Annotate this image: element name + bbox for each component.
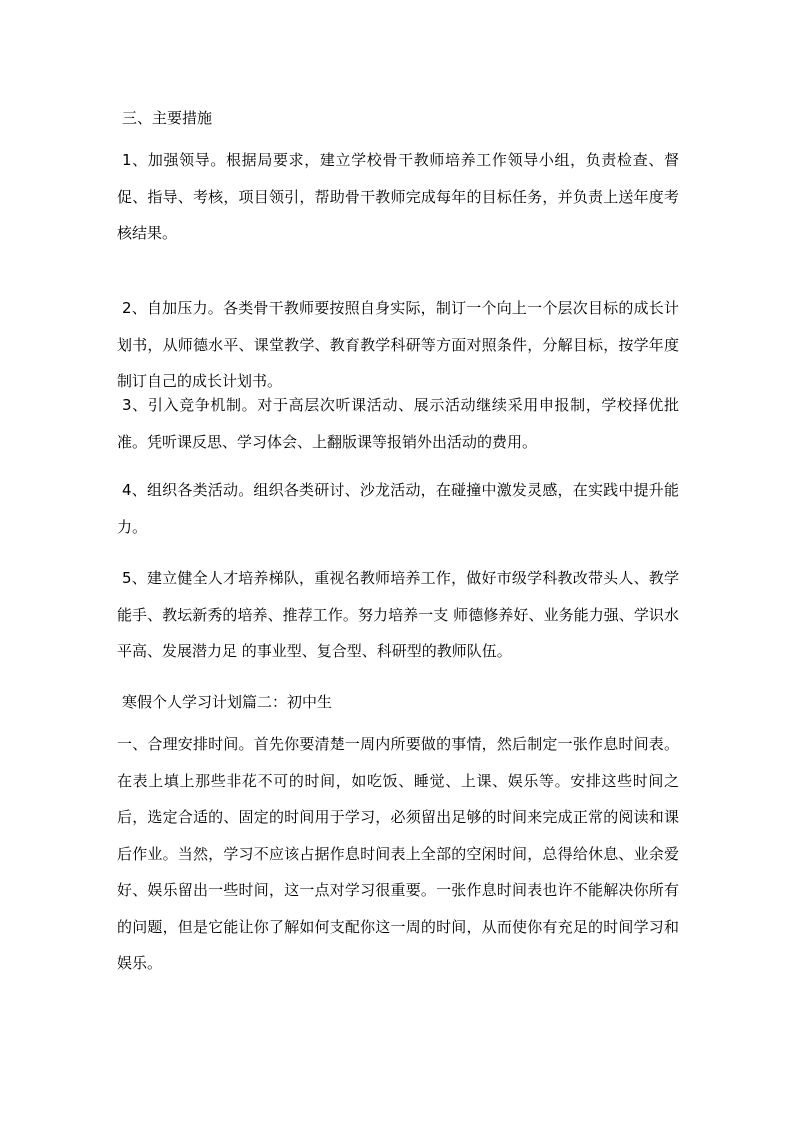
paragraph-measure-3: 3、引入竞争机制。对于高层次听课活动、展示活动继续采用申报制，学校择优批准。凭听课反思、学习体会、上翻版课等报销外出活动的费用。 bbox=[117, 396, 679, 451]
paragraph-time-arrangement: 一、合理安排时间。首先你要清楚一周内所要做的事情，然后制定一张作息时间表。在表上填上那些非花不可的时间，如吃饭、睡觉、上课、娱乐等。安排这些时间之后，选定合适的、固定的时间用于学习，必须留出足够的时间来完成正常的阅读和课后作业。当然，学习不应该占据作息时间表上全部的空闲时间，总得给休息、业余爱好、娱乐留出一些时间，这一点对学习很重要。一张作息时间表也许不能解决你所有的问题，但是它能让你了解如何支配你这一周的时间，从而使你有充足的时间学习和娱乐。 bbox=[117, 735, 679, 972]
paragraph-measure-1: 1、加强领导。根据局要求，建立学校骨干教师培养工作领导小组，负责检查、督促、指导、考核，项目领引，帮助骨干教师完成每年的目标任务，并负责上送年度考核结果。 bbox=[117, 151, 679, 242]
section-heading-plan-two: 寒假个人学习计划篇二：初中生 bbox=[122, 693, 333, 711]
section-heading-main-measures: 三、主要措施 bbox=[122, 109, 213, 127]
paragraph-measure-2: 2、自加压力。各类骨干教师要按照自身实际，制订一个向上一个层次目标的成长计划书，从师德水平、课堂教学、教育教学科研等方面对照条件，分解目标，按学年度制订自己的成长计划书。 bbox=[117, 299, 679, 390]
paragraph-measure-4: 4、组织各类活动。组织各类研讨、沙龙活动，在碰撞中激发灵感，在实践中提升能力。 bbox=[117, 481, 679, 536]
paragraph-measure-5: 5、建立健全人才培养梯队，重视名教师培养工作，做好市级学科教改带头人、教学能手、教坛新秀的培养、推荐工作。努力培养一支 师德修养好、业务能力强、学识水平高、发展潜力足 的事业型、复合型、科研型的教师队伍。 bbox=[117, 569, 679, 660]
